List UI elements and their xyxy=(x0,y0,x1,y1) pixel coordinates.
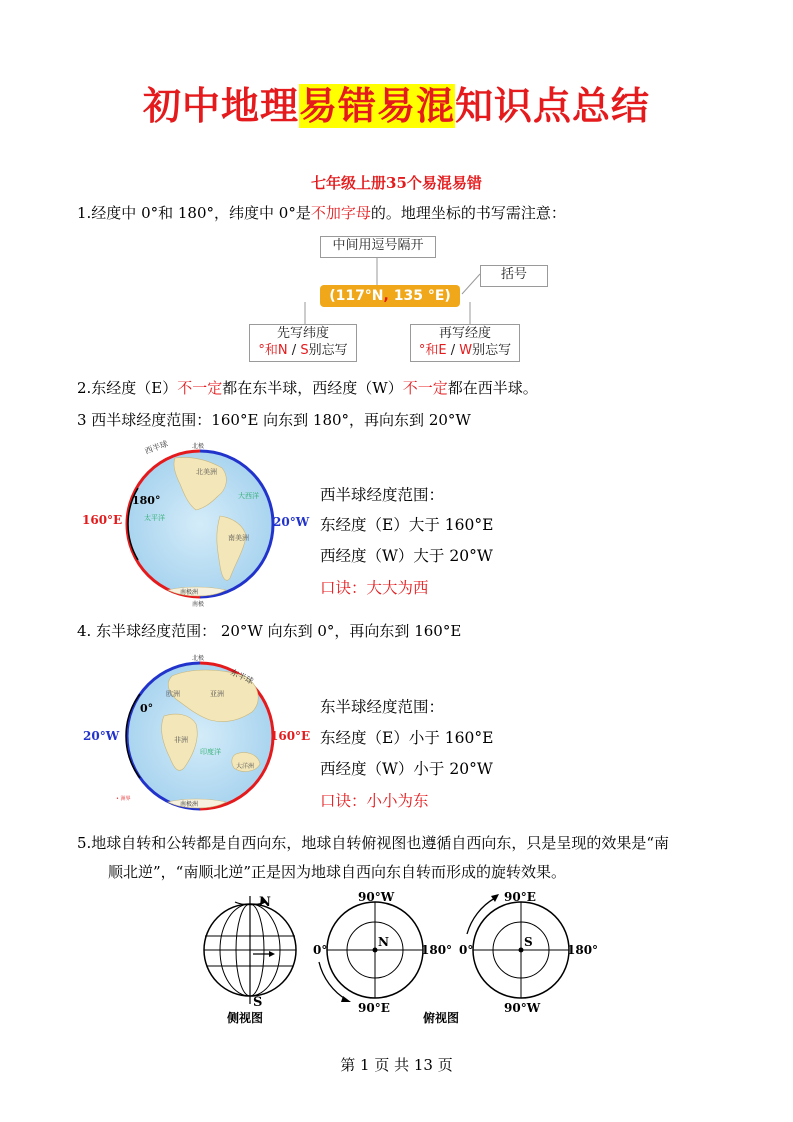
west-label-n-america: 北美洲 xyxy=(196,468,217,476)
east-note-2: 东经度（E）小于 160°E xyxy=(320,729,494,747)
item-1-prefix: 1.经度中 0°和 180°，纬度中 0°是 xyxy=(77,204,311,222)
north-bottom-label: 90°E xyxy=(358,1001,390,1015)
side-view xyxy=(204,895,296,1025)
title-part1: 初中地理 xyxy=(142,84,299,128)
east-legend: • 洲界 xyxy=(116,796,131,802)
lon-e: E xyxy=(438,343,447,358)
west-label-south-pole: 南极 xyxy=(192,601,205,608)
item-2 xyxy=(77,377,538,399)
east-label-indian: 印度洋 xyxy=(200,748,221,756)
item-1-red: 不加字母 xyxy=(310,204,371,222)
latitude-note-box xyxy=(249,324,357,362)
east-center-label: 0° xyxy=(140,702,154,715)
item-2-p1: 2.东经度（E） xyxy=(77,379,178,397)
west-hemisphere-map xyxy=(80,438,310,610)
south-right-label: 180° xyxy=(567,943,599,957)
coord-example xyxy=(320,285,460,307)
east-label-antarctica: 南极洲 xyxy=(180,801,199,808)
item-1 xyxy=(77,202,566,224)
lon-slash: / xyxy=(446,343,460,358)
east-hemisphere-map xyxy=(80,650,310,822)
west-label-pacific: 太平洋 xyxy=(144,514,165,522)
coord-close: 135 °E) xyxy=(388,288,451,304)
lat-slash: / xyxy=(287,343,301,358)
west-label-antarctica: 南极洲 xyxy=(180,589,199,596)
east-left-label: 20°W xyxy=(83,729,120,743)
east-arc-label: 东半球 xyxy=(229,667,255,686)
north-top-label: 90°W xyxy=(358,890,395,904)
page-title xyxy=(0,78,793,134)
side-s-label: S xyxy=(253,995,263,1010)
item-5-line-1: 5.地球自转和公转都是自西向东，地球自转俯视图也遵循自西向东，只是呈现的效果是“南 xyxy=(77,834,669,852)
longitude-note-box xyxy=(410,324,520,362)
item-2-r1: 不一定 xyxy=(177,379,223,397)
east-label-africa: 非洲 xyxy=(174,736,188,744)
west-label-north-pole: 北极 xyxy=(192,443,205,450)
north-top-view xyxy=(313,890,452,1015)
coord-comma: , xyxy=(383,288,389,304)
lon-deg: °和 xyxy=(418,343,439,358)
north-pole-label: N xyxy=(378,935,389,949)
lat-n: N xyxy=(277,343,288,358)
west-right-label: 20°W xyxy=(273,515,310,529)
west-note-1: 西半球经度范围： xyxy=(320,486,445,504)
south-bottom-label: 90°W xyxy=(504,1001,541,1015)
page-footer: 第 1 页 共 13 页 xyxy=(340,1056,453,1074)
item-1-suffix: 的。地理坐标的书写需注意： xyxy=(370,204,566,222)
south-top-label: 90°E xyxy=(504,890,536,904)
east-label-asia: 亚洲 xyxy=(210,690,224,698)
east-note-3: 西经度（W）小于 20°W xyxy=(320,760,493,778)
item-2-p2: 都在东半球，西经度（W） xyxy=(222,379,403,397)
subtitle: 七年级上册35个易混易错 xyxy=(311,174,482,192)
top-view-caption: 俯视图 xyxy=(423,1011,460,1025)
comma-note-box: 中间用逗号隔开 xyxy=(320,236,436,258)
east-note-1: 东半球经度范围： xyxy=(320,698,445,716)
rotation-diagrams xyxy=(195,888,615,1030)
south-pole-label: S xyxy=(524,935,533,949)
coord-open: (117°N xyxy=(329,288,384,304)
item-3: 3 西半球经度范围：160°E 向东到 180°，再向东到 20°W xyxy=(77,411,471,429)
lon-tail: 别忘写 xyxy=(472,343,512,358)
lat-tail: 别忘写 xyxy=(308,343,348,358)
south-top-view xyxy=(459,890,598,1015)
item-4: 4. 东半球经度范围： 20°W 向东到 0°，再向东到 160°E xyxy=(77,622,462,640)
item-2-p3: 都在西半球。 xyxy=(447,379,538,397)
title-highlight: 易错易混 xyxy=(298,84,455,128)
west-center-label: 180° xyxy=(132,494,161,507)
west-left-label: 160°E xyxy=(82,513,123,527)
item-2-r2: 不一定 xyxy=(402,379,448,397)
side-caption: 侧视图 xyxy=(227,1011,264,1025)
latitude-note-line1: 先写纬度 xyxy=(276,326,329,341)
west-note-2: 东经度（E）大于 160°E xyxy=(320,516,494,534)
lon-w: W xyxy=(459,343,473,358)
east-label-europe: 欧洲 xyxy=(166,690,180,698)
longitude-note-line2 xyxy=(411,342,519,359)
item-5-line-2: 顺北逆”，“南顺北逆”正是因为地球自西向东自转而形成的旋转效果。 xyxy=(108,863,567,881)
longitude-note-line1: 再写经度 xyxy=(438,326,491,341)
east-right-label: 160°E xyxy=(270,729,310,743)
north-left-label: 0° xyxy=(313,943,328,957)
title-part2: 知识点总结 xyxy=(455,84,651,128)
east-mnemonic: 口诀：小小为东 xyxy=(320,792,429,810)
latitude-note-line2 xyxy=(250,342,356,359)
side-n-label: N xyxy=(259,895,271,910)
west-note-3: 西经度（W）大于 20°W xyxy=(320,547,493,565)
west-mnemonic: 口诀：大大为西 xyxy=(320,579,429,597)
south-left-label: 0° xyxy=(459,943,474,957)
east-label-north-pole: 北极 xyxy=(192,655,205,662)
lat-s: S xyxy=(300,343,309,358)
lat-deg: °和 xyxy=(258,343,278,358)
west-label-s-america: 南美洲 xyxy=(228,534,249,542)
north-right-label: 180° xyxy=(421,943,453,957)
east-label-oceania: 大洋洲 xyxy=(236,763,255,770)
west-label-atlantic: 大西洋 xyxy=(238,492,259,500)
west-arc-label: 西半球 xyxy=(143,439,170,456)
bracket-note-box: 括号 xyxy=(480,265,548,287)
